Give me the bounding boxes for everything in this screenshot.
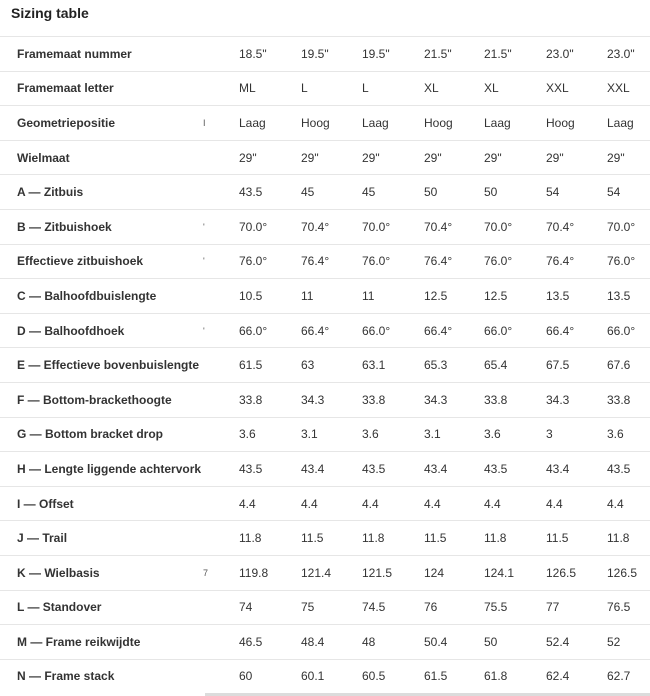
row-label: F — Bottom-brackethoogte (17, 392, 172, 407)
row-label: Framemaat nummer (17, 46, 132, 61)
table-cell: 43.5 (362, 461, 386, 476)
table-cell: 67.5 (546, 358, 570, 373)
table-cell: XXL (607, 81, 630, 96)
table-cell: 70.0° (239, 219, 268, 234)
table-cell: 4.4 (546, 496, 563, 511)
table-row (0, 105, 650, 140)
table-cell: 43.5 (239, 185, 263, 200)
table-cell: 66.4° (301, 323, 330, 338)
table-cell: 60.5 (362, 669, 386, 684)
table-cell: 66.0° (362, 323, 391, 338)
table-cell: 70.4° (546, 219, 575, 234)
table-cell: 12.5 (484, 288, 508, 303)
table-cell: 11 (362, 288, 375, 303)
table-cell: 119.8 (239, 565, 269, 580)
table-cell: 60 (239, 669, 253, 684)
table-cell: 23.0" (546, 46, 574, 61)
table-cell: 65.3 (424, 358, 448, 373)
table-cell: 76.4° (546, 254, 575, 269)
table-cell: 74.5 (362, 600, 386, 615)
row-label: Wielmaat (17, 150, 70, 165)
table-cell: 66.0° (607, 323, 636, 338)
table-cell: 75 (301, 600, 315, 615)
table-row (0, 36, 650, 71)
table-cell: 76.0° (362, 254, 391, 269)
table-cell: 62.7 (607, 669, 631, 684)
table-row (0, 624, 650, 659)
table-cell: 76.4° (424, 254, 453, 269)
row-label: M — Frame reikwijdte (17, 634, 141, 649)
table-cell: Laag (239, 115, 266, 130)
table-cell: 29" (607, 150, 625, 165)
row-label: D — Balhoofdhoek (17, 323, 125, 338)
table-row (0, 451, 650, 486)
table-row (0, 382, 650, 417)
table-cell: L (301, 81, 308, 96)
table-cell: Hoog (424, 115, 453, 130)
table-cell: 4.4 (424, 496, 441, 511)
table-cell: 76.0° (607, 254, 636, 269)
table-cell: 67.6 (607, 358, 631, 373)
table-cell: 45 (362, 185, 376, 200)
table-cell: L (362, 81, 369, 96)
table-cell: Laag (484, 115, 511, 130)
table-cell: 76.5 (607, 600, 631, 615)
table-cell: 18.5" (239, 46, 267, 61)
row-label: G — Bottom bracket drop (17, 427, 164, 442)
table-cell: 54 (546, 185, 560, 200)
table-cell: 124 (424, 565, 445, 580)
table-cell: 29" (301, 150, 319, 165)
table-cell: 11.5 (546, 531, 569, 546)
row-marker: 7 (203, 567, 209, 578)
table-cell: 34.3 (424, 392, 448, 407)
table-cell: 76 (424, 600, 438, 615)
table-cell: 34.3 (546, 392, 570, 407)
sizing-table (0, 36, 650, 693)
table-cell: 13.5 (546, 288, 570, 303)
table-cell: 61.5 (239, 358, 263, 373)
table-cell: 121.5 (362, 565, 393, 580)
row-label: K — Wielbasis (17, 565, 100, 580)
table-row (0, 417, 650, 452)
row-marker: ' (203, 256, 205, 267)
table-cell: 3.1 (301, 427, 318, 442)
table-cell: 11.5 (424, 531, 447, 546)
table-cell: 3.6 (239, 427, 256, 442)
row-label: Geometriepositie (17, 115, 116, 130)
table-cell: 11 (301, 288, 314, 303)
table-cell: 54 (607, 185, 621, 200)
table-cell: XL (484, 81, 499, 96)
row-marker: ' (203, 325, 205, 336)
table-cell: 29" (424, 150, 442, 165)
table-cell: 52 (607, 634, 621, 649)
table-row (0, 313, 650, 348)
table-cell: 19.5" (301, 46, 329, 61)
table-cell: 29" (484, 150, 502, 165)
table-row (0, 347, 650, 382)
table-cell: Laag (607, 115, 634, 130)
table-cell: 34.3 (301, 392, 325, 407)
table-cell: 33.8 (607, 392, 631, 407)
table-cell: Laag (362, 115, 389, 130)
row-label: B — Zitbuishoek (17, 219, 112, 234)
table-cell: 66.4° (424, 323, 453, 338)
table-cell: 4.4 (484, 496, 501, 511)
row-label: Effectieve zitbuishoek (17, 254, 144, 269)
row-label: E — Effectieve bovenbuislengte (17, 358, 200, 373)
table-cell: 21.5" (484, 46, 512, 61)
table-cell: 70.0° (362, 219, 391, 234)
table-cell: 4.4 (301, 496, 318, 511)
table-cell: 23.0" (607, 46, 635, 61)
table-cell: 43.5 (607, 461, 631, 476)
table-cell: 11.8 (362, 531, 385, 546)
row-label: A — Zitbuis (17, 185, 84, 200)
table-cell: 11.5 (301, 531, 324, 546)
table-cell: 3.1 (424, 427, 441, 442)
table-cell: 43.4 (424, 461, 448, 476)
row-marker: ' (203, 221, 205, 232)
table-cell: 29" (546, 150, 564, 165)
table-cell: 43.4 (301, 461, 325, 476)
row-label: J — Trail (17, 531, 68, 546)
row-label: N — Frame stack (17, 669, 115, 684)
table-cell: 121.4 (301, 565, 332, 580)
table-cell: 61.5 (424, 669, 448, 684)
table-cell: 76.0° (484, 254, 513, 269)
table-cell: 3 (546, 427, 553, 442)
table-cell: 50 (424, 185, 438, 200)
table-cell: 126.5 (546, 565, 577, 580)
table-cell: 66.0° (239, 323, 268, 338)
row-label: Framemaat letter (17, 81, 114, 96)
table-cell: 48.4 (301, 634, 325, 649)
table-cell: 63.1 (362, 358, 386, 373)
table-cell: 48 (362, 634, 376, 649)
table-cell: 12.5 (424, 288, 448, 303)
table-row (0, 174, 650, 209)
table-cell: 3.6 (607, 427, 624, 442)
table-cell: 13.5 (607, 288, 631, 303)
table-cell: 66.4° (546, 323, 575, 338)
table-cell: 60.1 (301, 669, 325, 684)
table-cell: 76.0° (239, 254, 268, 269)
table-cell: 33.8 (239, 392, 263, 407)
table-cell: 21.5" (424, 46, 452, 61)
table-cell: 70.0° (607, 219, 636, 234)
table-row (0, 590, 650, 625)
table-cell: 77 (546, 600, 560, 615)
table-cell: 50.4 (424, 634, 448, 649)
table-cell: 75.5 (484, 600, 508, 615)
table-cell: 3.6 (484, 427, 501, 442)
table-cell: 43.5 (484, 461, 508, 476)
table-cell: 3.6 (362, 427, 379, 442)
table-cell: 52.4 (546, 634, 570, 649)
table-cell: 50 (484, 185, 498, 200)
table-cell: 61.8 (484, 669, 508, 684)
table-row (0, 209, 650, 244)
table-cell: 126.5 (607, 565, 638, 580)
table-row (0, 278, 650, 313)
table-row (0, 140, 650, 175)
table-cell: 70.4° (301, 219, 330, 234)
table-cell: 43.5 (239, 461, 263, 476)
table-cell: 11.8 (484, 531, 507, 546)
table-row (0, 555, 650, 590)
table-row (0, 244, 650, 279)
table-cell: 33.8 (484, 392, 508, 407)
page-title: Sizing table (11, 5, 89, 21)
table-cell: Hoog (546, 115, 575, 130)
table-cell: 70.0° (484, 219, 513, 234)
table-cell: 63 (301, 358, 315, 373)
row-label: H — Lengte liggende achtervork (17, 461, 202, 476)
row-label: C — Balhoofdbuislengte (17, 288, 157, 303)
table-row (0, 659, 650, 694)
table-cell: 4.4 (239, 496, 256, 511)
table-cell: 124.1 (484, 565, 515, 580)
table-cell: 29" (239, 150, 257, 165)
row-label: L — Standover (17, 600, 102, 615)
table-cell: 70.4° (424, 219, 453, 234)
table-cell: 46.5 (239, 634, 263, 649)
table-cell: 4.4 (607, 496, 624, 511)
table-cell: Hoog (301, 115, 330, 130)
table-row (0, 520, 650, 555)
table-cell: 11.8 (239, 531, 262, 546)
table-cell: 65.4 (484, 358, 508, 373)
table-cell: 4.4 (362, 496, 379, 511)
row-label: I — Offset (17, 496, 74, 511)
table-cell: 29" (362, 150, 380, 165)
table-cell: XL (424, 81, 439, 96)
table-cell: 10.5 (239, 288, 263, 303)
table-cell: 11.8 (607, 531, 630, 546)
table-cell: 45 (301, 185, 315, 200)
table-cell: 76.4° (301, 254, 330, 269)
table-cell: 19.5" (362, 46, 390, 61)
table-cell: 66.0° (484, 323, 513, 338)
table-cell: 43.4 (546, 461, 570, 476)
table-cell: 74 (239, 600, 253, 615)
table-cell: XXL (546, 81, 569, 96)
table-row (0, 486, 650, 521)
table-cell: ML (239, 81, 256, 96)
table-cell: 50 (484, 634, 498, 649)
row-marker: I (203, 117, 206, 128)
table-cell: 62.4 (546, 669, 570, 684)
table-cell: 33.8 (362, 392, 386, 407)
table-row (0, 71, 650, 106)
